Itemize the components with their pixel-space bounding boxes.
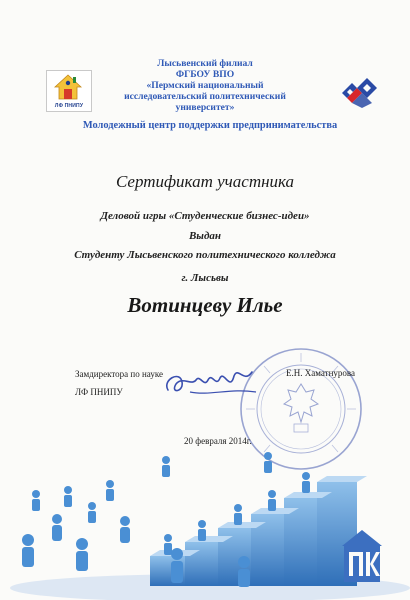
signatory-org: ЛФ ПНИПУ <box>75 387 123 397</box>
event-line: Деловой игры «Студенческие бизнес-идеи» <box>100 210 310 222</box>
org-line-3: «Пермский национальный <box>146 80 264 91</box>
signatory-name: Е.Н. Хаматнурова <box>286 368 356 378</box>
org-line-5: университет» <box>175 102 235 113</box>
left-logo-text: ЛФ ПНИПУ <box>54 103 84 109</box>
recipient-description: Студенту Лысьвенского политехнического колледжа <box>74 249 336 261</box>
org-line-4: исследовательский политехнический <box>124 91 286 102</box>
city-line: г. Лысьвы <box>181 272 229 284</box>
issued-line: Выдан <box>188 230 222 242</box>
certificate-title: Сертификат участника <box>115 172 295 191</box>
org-line-2: ФГБОУ ВПО <box>175 69 235 80</box>
signatory-role: Замдиректора по науке <box>75 369 163 379</box>
recipient-name: Вотинцеву Илье <box>127 293 283 317</box>
org-line-1: Лысьвенский филиал <box>157 58 253 69</box>
center-name: Молодежный центр поддержки предпринимательства <box>82 120 338 131</box>
handwritten-signature <box>160 362 260 402</box>
issue-date: 20 февраля 2014г. <box>184 436 252 446</box>
pk-logo <box>340 528 384 584</box>
